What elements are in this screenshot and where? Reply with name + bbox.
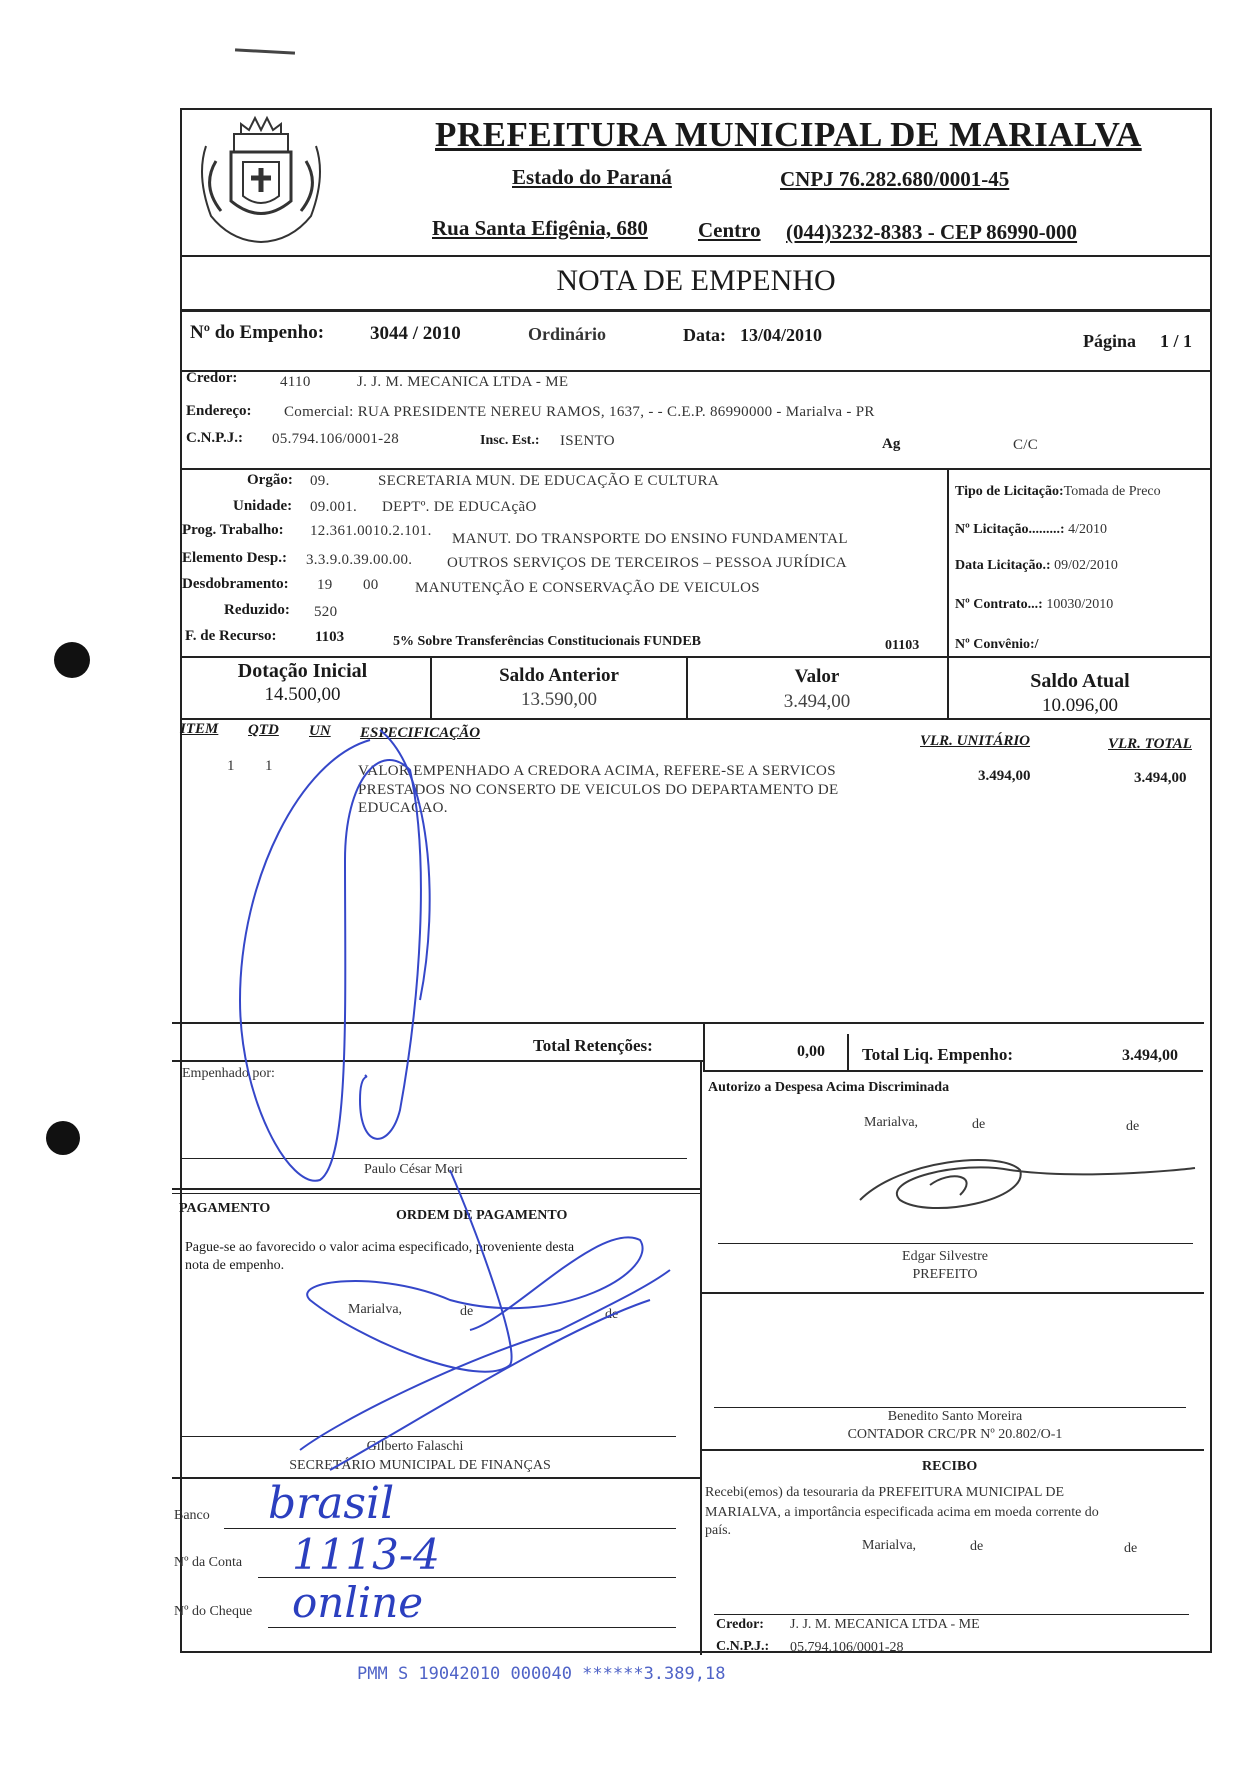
recibo-text3: país. <box>705 1523 732 1538</box>
header-state: Estado do Paraná <box>512 165 672 189</box>
cc-label: C/C <box>1013 437 1039 453</box>
tipo-licitacao-value: Tomada de Preco <box>1063 484 1161 499</box>
col-unit: VLR. UNITÁRIO <box>920 733 1031 749</box>
contrato-label: Nº Contrato...: 10030/2010 <box>955 597 1114 612</box>
reduzido-label: Reduzido: <box>224 602 290 618</box>
autorizo-de1: de <box>972 1117 986 1132</box>
item-qtd: 1 <box>265 758 273 774</box>
prefeito-role: PREFEITO <box>912 1267 978 1282</box>
date-label: Data: <box>683 325 726 345</box>
orgao-desc: SECRETARIA MUN. DE EDUCAÇÃO E CULTURA <box>378 473 720 489</box>
autorizo-text: Autorizo a Despesa Acima Discriminada <box>708 1080 950 1095</box>
item-unit-value: 3.494,00 <box>978 768 1031 784</box>
retencoes-label: Total Retenções: <box>533 1036 653 1055</box>
pagamento-text2: nota de empenho. <box>185 1258 285 1273</box>
date-value: 13/04/2010 <box>740 325 823 345</box>
num-licitacao-value: 4/2010 <box>1068 522 1107 537</box>
page-value: 1 / 1 <box>1160 331 1193 351</box>
elem-label: Elemento Desp.: <box>182 550 287 566</box>
fonte-label: F. de Recurso: <box>185 628 277 644</box>
recibo-credor-label: Credor: <box>716 1617 764 1632</box>
insc-label: Insc. Est.: <box>480 433 540 448</box>
item-number: 1 <box>227 758 235 774</box>
page-label: Página <box>1083 331 1137 351</box>
item-desc-line1: VALOR EMPENHADO A CREDORA ACIMA, REFERE-SE A SERVICOS <box>358 763 836 779</box>
item-desc-line3: EDUCACAO. <box>358 800 448 816</box>
item-desc-line2: PRESTADOS NO CONSERTO DE VEICULOS DO DEPARTAMENTO DE <box>358 782 839 798</box>
dotacao-value: 14.500,00 <box>264 684 341 705</box>
recibo-de2: de <box>1124 1541 1138 1556</box>
convenio-label: Nº Convênio:/ <box>955 637 1039 652</box>
unidade-label: Unidade: <box>233 498 293 514</box>
recibo-text1: Recebi(emos) da tesouraria da PREFEITURA MUNICIPAL DE <box>705 1485 1065 1500</box>
col-total: VLR. TOTAL <box>1108 736 1192 752</box>
data-licitacao-label: Data Licitação.: 09/02/2010 <box>955 558 1118 573</box>
desd-code2: 00 <box>363 577 379 593</box>
recibo-credor-value: J. J. M. MECANICA LTDA - ME <box>790 1617 980 1632</box>
contador-role: CONTADOR CRC/PR Nº 20.802/O-1 <box>847 1427 1063 1442</box>
recibo-title: RECIBO <box>922 1459 978 1474</box>
num-licitacao-label: Nº Licitação.........: 4/2010 <box>955 522 1107 537</box>
saldo-atual-label: Saldo Atual <box>1030 670 1130 692</box>
orgao-label: Orgão: <box>247 472 293 488</box>
cnpj-label: C.N.P.J.: <box>186 430 243 446</box>
recibo-cnpj-label: C.N.P.J.: <box>716 1639 770 1654</box>
retencoes-value: 0,00 <box>797 1043 825 1060</box>
credor-name: J. J. M. MECANICA LTDA - ME <box>357 374 569 390</box>
contador-name: Benedito Santo Moreira <box>887 1409 1023 1424</box>
unidade-code: 09.001. <box>310 499 358 515</box>
recibo-city: Marialva, <box>862 1538 917 1553</box>
saldo-atual-value: 10.096,00 <box>1042 695 1118 716</box>
autorizo-city: Marialva, <box>864 1115 919 1130</box>
fonte-desc: 5% Sobre Transferências Constitucionais FUNDEB <box>393 634 702 649</box>
pagamento-city: Marialva, <box>348 1302 403 1317</box>
prefeito-name: Edgar Silvestre <box>902 1249 988 1264</box>
credor-code: 4110 <box>280 374 311 390</box>
contrato-value: 10030/2010 <box>1046 597 1114 612</box>
valor-label: Valor <box>794 666 840 687</box>
banco-value: brasil <box>268 1478 395 1529</box>
processing-stamp: PMM S 19042010 000040 ******3.389,18 <box>357 1664 726 1684</box>
autorizo-de2: de <box>1126 1119 1140 1134</box>
empenho-number-label: Nº do Empenho: <box>190 322 325 343</box>
valor-value: 3.494,00 <box>783 691 851 712</box>
prog-label: Prog. Trabalho: <box>182 522 284 538</box>
recibo-cnpj-value: 05.794.106/0001-28 <box>790 1640 904 1655</box>
pagamento-de1: de <box>460 1304 474 1319</box>
header-title: PREFEITURA MUNICIPAL DE MARIALVA <box>435 115 1142 154</box>
credor-address: Comercial: RUA PRESIDENTE NEREU RAMOS, 1637, - - C.E.P. 86990000 - Marialva - PR <box>284 404 875 420</box>
col-un: UN <box>309 723 331 739</box>
pagamento-label: PAGAMENTO <box>179 1201 271 1216</box>
col-espec: ESPECIFICAÇÃO <box>360 725 481 741</box>
empenhado-name: Paulo César Mori <box>364 1162 463 1177</box>
ag-label: Ag <box>882 436 901 452</box>
doc-title: NOTA DE EMPENHO <box>556 264 836 297</box>
address-label: Endereço: <box>186 403 252 419</box>
fonte-code: 1103 <box>315 629 345 645</box>
insc-value: ISENTO <box>560 433 615 449</box>
header-address: Rua Santa Efigênia, 680 <box>432 216 648 240</box>
cheque-label: Nº do Cheque <box>174 1604 253 1619</box>
recibo-text2: MARIALVA, a importância especificada acima em moeda corrente do <box>705 1505 1099 1520</box>
banco-label: Banco <box>174 1508 210 1523</box>
recibo-de1: de <box>970 1539 984 1554</box>
header-phone-cep: (044)3232-8383 - CEP 86990-000 <box>786 220 1078 244</box>
col-item: ITEM <box>180 721 219 737</box>
ordem-label: ORDEM DE PAGAMENTO <box>396 1208 568 1223</box>
header-district: Centro <box>698 218 761 242</box>
liq-value: 3.494,00 <box>1122 1047 1178 1064</box>
reduzido-value: 520 <box>314 604 338 620</box>
desd-label: Desdobramento: <box>182 576 289 592</box>
desd-code1: 19 <box>317 577 333 593</box>
saldo-anterior-label: Saldo Anterior <box>499 665 619 686</box>
desd-desc: MANUTENÇÃO E CONSERVAÇÃO DE VEICULOS <box>415 580 760 596</box>
secretario-role: SECRETÁRIO MUNICIPAL DE FINANÇAS <box>289 1458 551 1473</box>
tipo-licitacao-label: Tipo de Licitação:Tomada de Preco <box>955 484 1161 499</box>
pagamento-de2: de <box>605 1307 619 1322</box>
elem-code: 3.3.9.0.39.00.00. <box>306 552 413 568</box>
pagamento-text1: Pague-se ao favorecido o valor acima especificado, proveniente desta <box>185 1240 575 1255</box>
data-licitacao-value: 09/02/2010 <box>1054 558 1118 573</box>
credor-cnpj: 05.794.106/0001-28 <box>272 431 400 447</box>
conta-label: Nº da Conta <box>174 1555 243 1570</box>
credor-label: Credor: <box>186 370 238 386</box>
elem-desc: OUTROS SERVIÇOS DE TERCEIROS – PESSOA JURÍDICA <box>447 555 847 571</box>
empenhado-label: Empenhado por: <box>182 1066 275 1081</box>
item-total-value: 3.494,00 <box>1134 770 1187 786</box>
col-qtd: QTD <box>248 722 279 738</box>
liq-label: Total Liq. Empenho: <box>862 1045 1013 1064</box>
cheque-value: online <box>292 1578 424 1627</box>
empenho-number: 3044 / 2010 <box>370 323 461 344</box>
header-cnpj: CNPJ 76.282.680/0001-45 <box>780 167 1010 191</box>
conta-value: 1113-4 <box>292 1530 440 1579</box>
secretario-name: Gilberto Falaschi <box>366 1439 464 1454</box>
orgao-code: 09. <box>310 473 330 489</box>
prog-desc: MANUT. DO TRANSPORTE DO ENSINO FUNDAMENTAL <box>452 531 848 547</box>
saldo-anterior-value: 13.590,00 <box>521 689 597 710</box>
dotacao-label: Dotação Inicial <box>237 660 368 682</box>
prog-code: 12.361.0010.2.101. <box>310 523 432 539</box>
fonte-code2: 01103 <box>885 638 920 653</box>
empenho-type: Ordinário <box>528 324 607 344</box>
unidade-desc: DEPTº. DE EDUCAçãO <box>382 499 537 515</box>
